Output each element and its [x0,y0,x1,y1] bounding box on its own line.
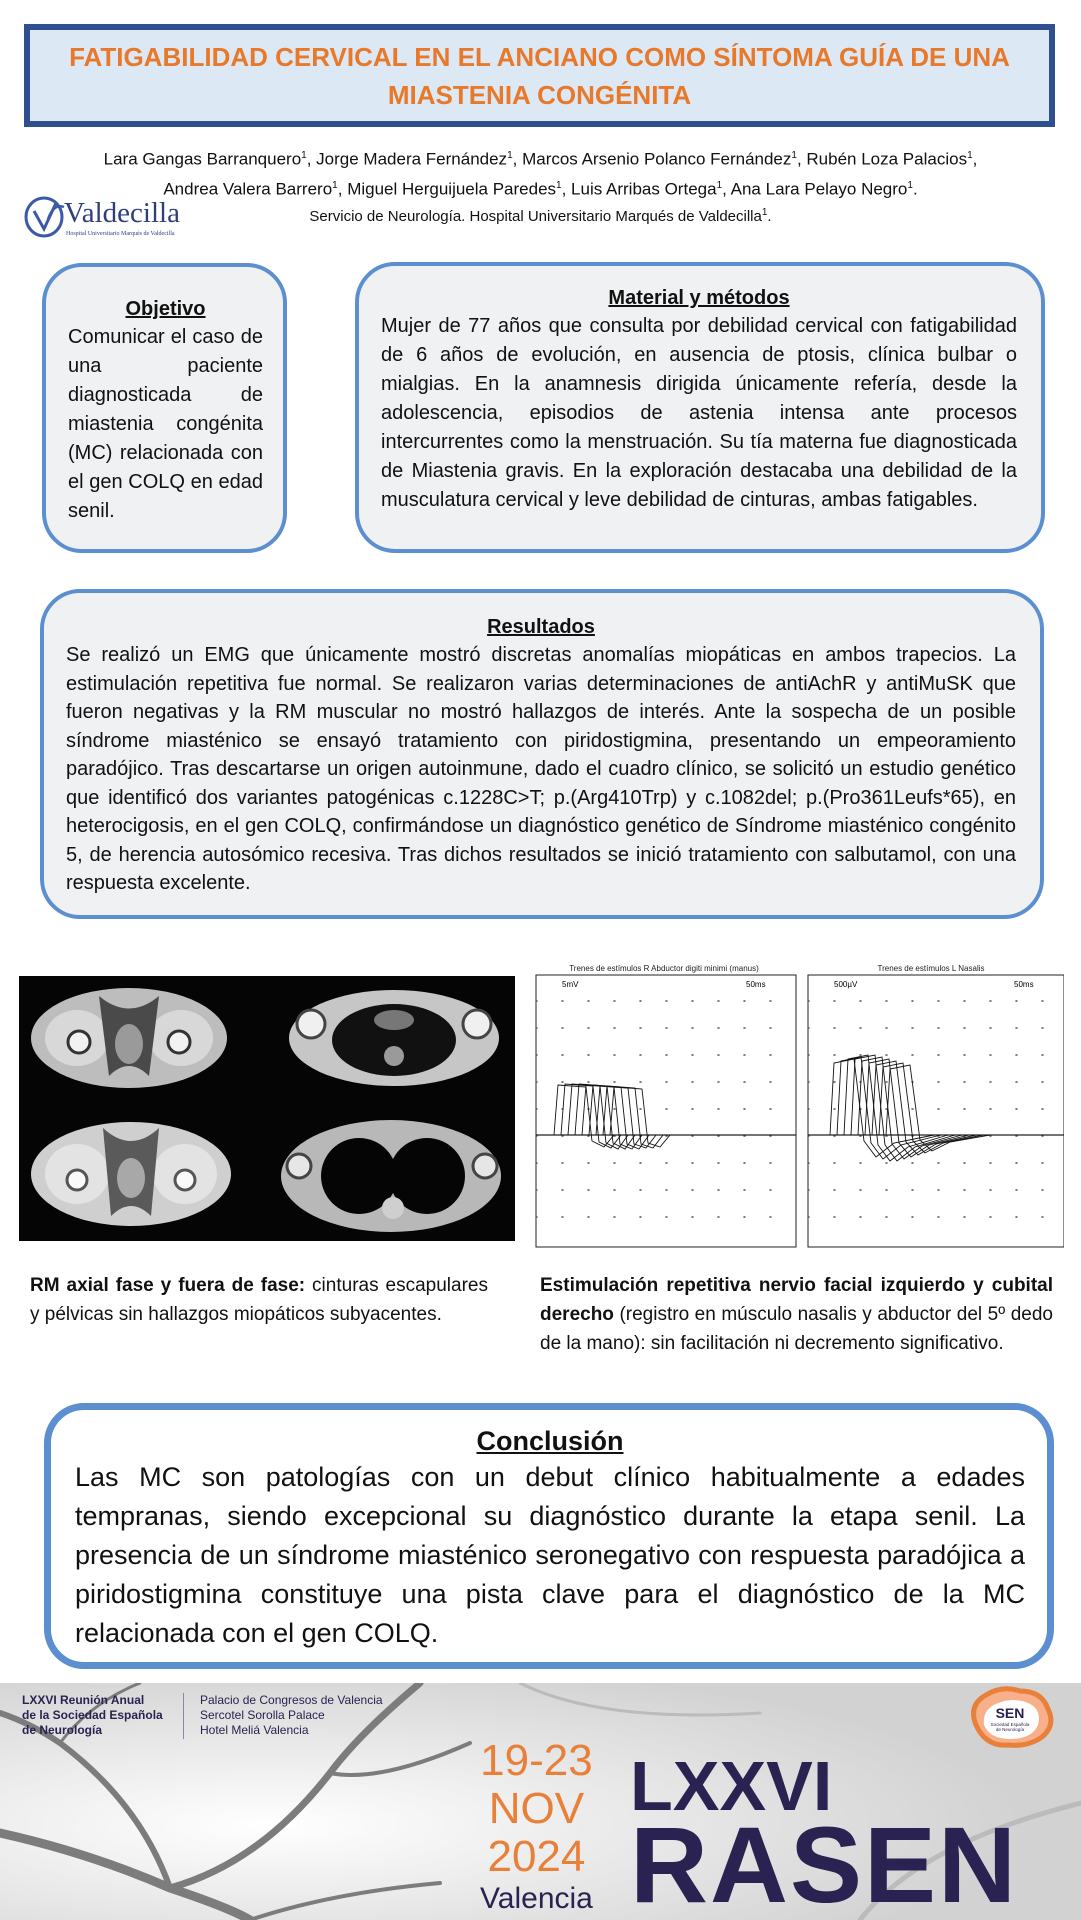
author: Miguel Herguijuela Paredes [347,179,557,199]
banner-divider [183,1693,184,1739]
emg-left-panel [536,975,796,1247]
resultados-text: Se realizó un EMG que únicamente mostró discretas anomalías miopáticas en ambos trapecios. La estimulación repetitiva fue normal. Se realizaron varias determinaciones de antiAchR y antiMuSK que fueron negativas y la RM muscular no mostró hallazgos de interés. Ante la sospecha de un posible síndrome miasténico se ensayó tratamiento con piridostigmina, presentando un empeoramiento paradójico. Tras descartarse un origen autoinmune, dado el cuadro clínico, se solicitó un estudio genético que identificó dos variantes patogénicas c.1228C>T; p.(Arg410Trp) y c.1082del; p.(Pro361Leufs*65), en heterocigosis, en el gen COLQ, confirmándose un diagnóstico genético de Síndrome miasténico congénito 5, de herencia autosómico recesiva. Tras dichos resultados se inició tratamiento con salbutamol, con una respuesta excelente. [66,644,1016,894]
mri-caption [30,1271,488,1329]
resultados-heading: Resultados [487,616,595,638]
conclusion-heading: Conclusión [476,1426,624,1456]
emg-left-time-scale: 50ms [746,980,766,989]
emg-right-time-scale: 50ms [1014,980,1034,989]
emg-caption [540,1271,1053,1358]
emg-left-title: Trenes de estímulos R Abductor digiti minimi (manus) [569,964,759,973]
conclusion-card [44,1403,1054,1669]
mri-caption-text: cinturas escapulares y pélvicas sin hallazgos miopáticos subyacentes. [30,1275,488,1325]
sen-logo [962,1685,1058,1755]
emg-figure [534,963,1064,1263]
mri-caption-bold: RM axial fase y fuera de fase: [30,1275,306,1296]
mri-pelvis-top [31,988,227,1088]
authors-line-2: Andrea Valera Barrero$^1$, Miguel Herguijuela Paredes$^1$, Luis Arribas Ortega$^1$, Ana Lara Pelayo Negro$^1$. [163,179,918,199]
affiliation: Servicio de Neurología. Hospital Universitario Marqués de Valdecilla$^1$. [309,207,772,226]
emg-right-panel [808,975,1064,1247]
author: Luis Arribas Ortega [571,179,717,199]
objetivo-text: Comunicar el caso de una paciente diagnosticada de miastenia congénita (MC) relacionada con el gen COLQ en edad senil. [68,326,263,522]
svg-text:SEN: SEN [995,1705,1025,1721]
event-edition: LXXVI [630,1747,833,1825]
svg-text:de Neurología: de Neurología [995,1727,1025,1732]
mri-axial-images [19,976,515,1241]
meeting-name: LXXVI Reunión Anual de la Sociedad Española de Neurología [22,1693,163,1737]
author: Rubén Loza Palacios [806,149,968,169]
emg-traces [534,963,1064,1263]
valdecilla-emblem-icon [24,193,68,239]
material-text: Mujer de 77 años que consulta por debilidad cervical con fatigabilidad de 6 años de evolución, en ausencia de ptosis, clínica bulbar o mialgias. En la anamnesis dirigida únicamente refería, desde la adolescencia, episodios de astenia intensa ante procesos intercurrentes como la menstruación. Su tía materna fue diagnosticada de Miastenia gravis. En la exploración destacaba una debilidad de la musculatura cervical y leve debilidad de cinturas, ambas fatigables. [381,315,1017,511]
objetivo-heading: Objetivo [125,298,206,320]
author: Andrea Valera Barrero [163,179,333,199]
author: Marcos Arsenio Polanco Fernández [522,149,792,169]
title-banner [24,24,1055,127]
mri-pelvis-bottom [31,1122,231,1226]
mri-figure [19,976,515,1241]
venues: Palacio de Congresos de Valencia Sercotel Sorolla Palace Hotel Meliá Valencia [200,1693,383,1737]
emg-caption-text: (registro en músculo nasalis y abductor del 5º dedo de la mano): sin facilitación ni decremento significativo. [540,1304,1053,1354]
emg-caption-bold: Estimulación repetitiva nervio facial izquierdo y cubital derecho [540,1275,1053,1325]
mri-shoulder-top [289,990,499,1086]
event-name: RASEN [630,1804,1019,1920]
resultados-card [40,589,1044,919]
material-card [355,262,1045,553]
author: Lara Gangas Barranquero [103,149,302,169]
valdecilla-logo [24,193,194,241]
emg-left-amp-scale: 5mV [562,980,579,989]
authors-line-1: Lara Gangas Barranquero$^1$, Jorge Madera Fernández$^1$, Marcos Arsenio Polanco Fernández$^1$, Rubén Loza Palacios$^1$, [103,149,978,169]
emg-right-title: Trenes de estímulos L Nasalis [877,964,985,973]
sen-brain-icon [962,1685,1058,1755]
logo-wordmark: Valdecilla [64,197,180,229]
conclusion-text: Las MC son patologías con un debut clínico habitualmente a edades tempranas, siendo excepcional su diagnóstico durante la etapa senil. La presencia de un síndrome miasténico seronegativo con respuesta paradójica a piridostigmina constituye una pista clave para el diagnóstico de la MC relacionada con el gen COLQ. [75,1462,1025,1648]
author: Ana Lara Pelayo Negro [730,179,908,199]
svg-text:Sociedad Española: Sociedad Española [990,1722,1030,1727]
congress-banner [0,1683,1081,1920]
event-dates: 19-23 NOV 2024 Valencia [480,1736,593,1915]
author: Jorge Madera Fernández [316,149,508,169]
objetivo-card [42,263,287,553]
logo-subtitle: Hospital Universitario Marqués de Valdecilla [66,231,175,237]
mri-thorax-bottom [281,1120,501,1232]
material-heading: Material y métodos [608,287,790,309]
emg-right-amp-scale: 500µV [834,980,858,989]
poster-title: FATIGABILIDAD CERVICAL EN EL ANCIANO COMO SÍNTOMA GUÍA DE UNA MIASTENIA CONGÉNITA [69,41,1010,110]
